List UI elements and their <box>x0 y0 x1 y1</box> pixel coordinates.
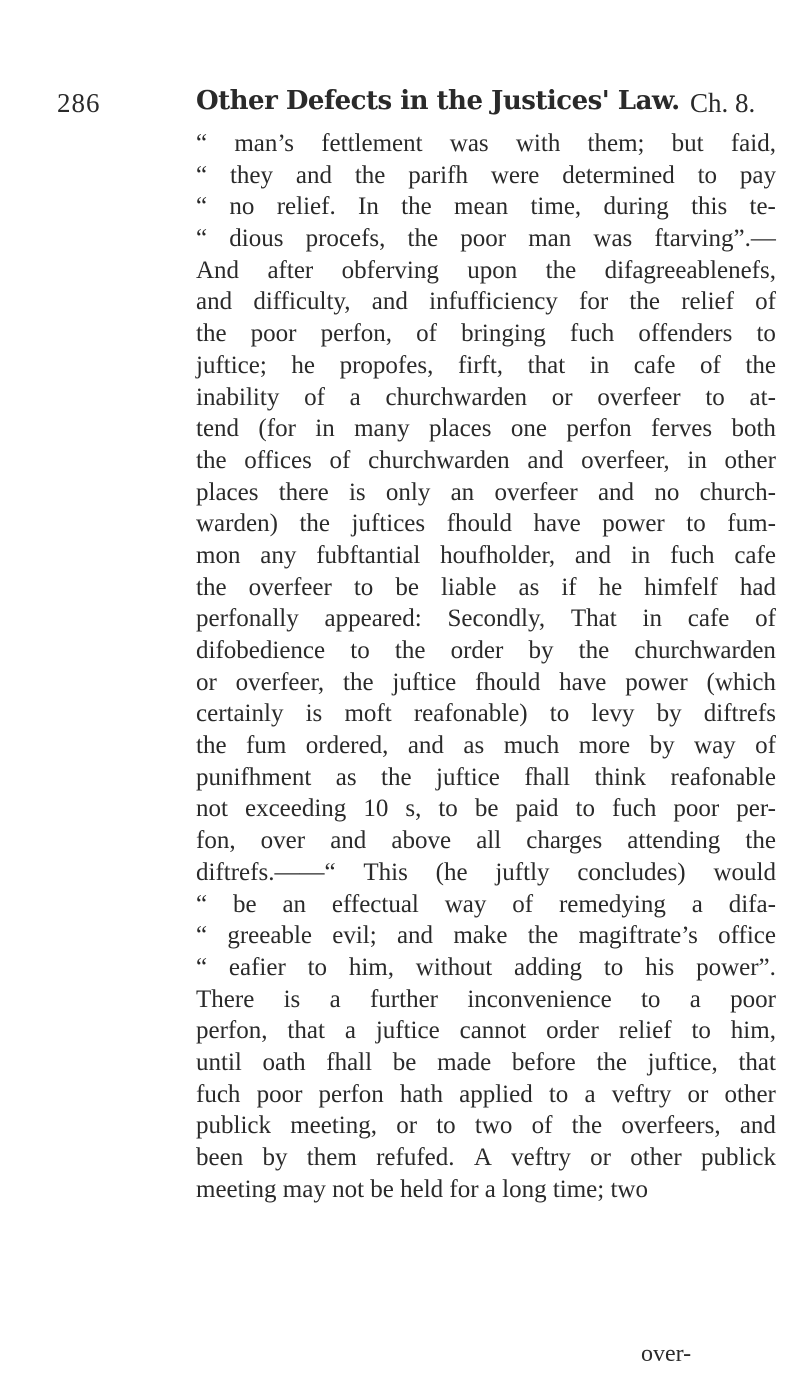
text-line: “ no relief. In the mean time, during this te- <box>196 193 776 221</box>
page-number: 286 <box>57 88 101 118</box>
text-line: “ eafier to him, without adding to his power”. <box>196 953 776 981</box>
text-line: mon any fubftantial houfholder, and in fuch cafe <box>196 541 776 569</box>
text-line: tend (for in many places one perfon ferves both <box>196 415 776 443</box>
text-line: publick meeting, or to two of the overfeers, and <box>196 1112 776 1140</box>
text-line: the offices of churchwarden and overfeer, in other <box>196 446 776 474</box>
text-line: “ they and the parifh were determined to pay <box>196 161 776 189</box>
text-line: certainly is moft reafonable) to levy by diftrefs <box>196 700 776 728</box>
chapter-reference: Ch. 8. <box>690 88 756 118</box>
text-line: fuch poor perfon hath applied to a veftry or other <box>196 1080 776 1108</box>
text-line: and difficulty, and infufficiency for the relief of <box>196 288 776 316</box>
text-line: meeting may not be held for a long time; two <box>196 1175 648 1203</box>
text-line: “ be an effectual way of remedying a difa- <box>196 890 776 918</box>
catchword: over- <box>641 1341 692 1367</box>
text-line: There is a further inconvenience to a poor <box>196 985 776 1013</box>
text-line: “ greeable evil; and make the magiftrate’s office <box>196 922 776 950</box>
text-line: And after obferving upon the difagreeablenefs, <box>196 256 776 284</box>
body-text <box>196 128 776 1205</box>
running-title: Other Defects in the Justices' Law. <box>196 86 680 116</box>
text-line: places there is only an overfeer and no church- <box>196 478 776 506</box>
text-line: until oath fhall be made before the juftice, that <box>196 1048 776 1076</box>
text-line: punifhment as the juftice fhall think reafonable <box>196 763 776 791</box>
text-line: been by them refufed. A veftry or other publick <box>196 1144 776 1171</box>
text-line: “ dious procefs, the poor man was ftarving”.— <box>196 225 776 253</box>
text-line: “ man’s fettlement was with them; but faid, <box>196 130 776 157</box>
text-line: perfonally appeared: Secondly, That in cafe of <box>196 605 776 633</box>
text-line: fon, over and above all charges attending the <box>196 827 776 855</box>
running-head <box>0 82 801 132</box>
text-line: diftrefs.——“ This (he juftly concludes) would <box>196 858 776 886</box>
text-line: the poor perfon, of bringing fuch offenders to <box>196 320 776 348</box>
text-line: the fum ordered, and as much more by way of <box>196 732 776 760</box>
text-line: the overfeer to be liable as if he himfelf had <box>196 573 776 601</box>
text-line: difobedience to the order by the churchwarden <box>196 637 776 664</box>
text-line: perfon, that a juftice cannot order relief to him, <box>196 1017 776 1045</box>
text-line: inability of a churchwarden or overfeer to at- <box>196 383 776 411</box>
text-line: not exceeding 10 s, to be paid to fuch poor per- <box>196 795 776 823</box>
text-line: warden) the juftices fhould have power to fum- <box>196 510 776 538</box>
text-line: juftice; he propofes, firft, that in cafe of the <box>196 351 776 379</box>
text-line: or overfeer, the juftice fhould have power (which <box>196 668 776 696</box>
